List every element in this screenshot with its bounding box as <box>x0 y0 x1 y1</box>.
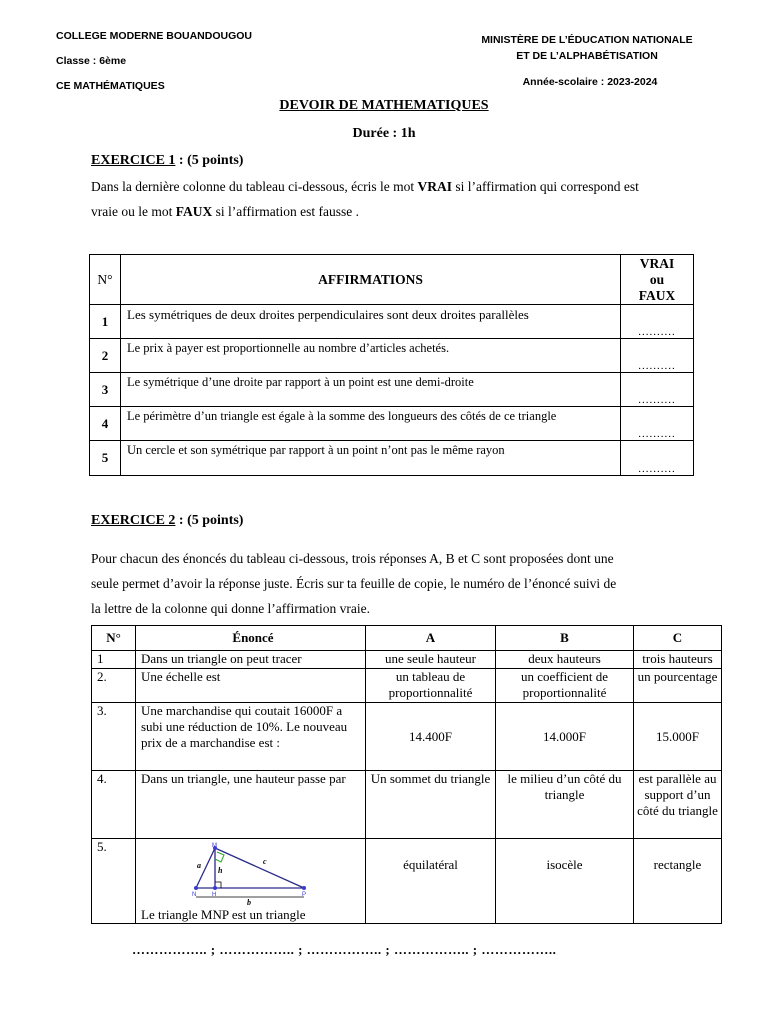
affirmations-table <box>89 254 694 476</box>
table2-header-row <box>92 626 722 651</box>
instr-part-c: si l’affirmation est fausse . <box>212 204 359 219</box>
table-row <box>90 305 694 339</box>
exercise2-label: EXERCICE 2 <box>91 513 176 528</box>
choice-b: isocèle <box>496 839 634 924</box>
row-num: 5 <box>90 441 121 476</box>
answer-line[interactable]: …………….. ; …………….. ; …………….. ; …………….. ; …………….. <box>132 942 557 957</box>
affirmation-text: Les symétriques de deux droites perpendiculaires sont deux droites parallèles <box>121 305 621 339</box>
choice-a: un tableau de proportionnalité <box>366 669 496 703</box>
instr-part-b: si l’affirmation qui correspond est vraie ou le mot <box>91 179 639 219</box>
instr-part-a: Dans la dernière colonne du tableau ci-dessous, écris le mot <box>91 179 418 194</box>
mcq-table <box>91 625 722 924</box>
table1-header-row <box>90 255 694 305</box>
enonce-text: Dans un triangle on peut tracer <box>136 651 366 669</box>
exercise1-points: : (5 points) <box>175 153 244 168</box>
header-num: N° <box>92 626 136 651</box>
row-num: 2 <box>90 339 121 373</box>
header-affirmations: AFFIRMATIONS <box>121 255 621 305</box>
enonce-text: Dans un triangle, une hauteur passe par <box>136 771 366 839</box>
enonce-text: Le triangle MNP est un triangle <box>141 907 306 922</box>
choice-c: est parallèle au support d’un côté du triangle <box>634 771 722 839</box>
label-c: c <box>263 857 267 866</box>
header-c: C <box>634 626 722 651</box>
class-label: Classe : 6ème <box>56 55 127 67</box>
header-faux: FAUX <box>638 287 676 303</box>
enonce-text: Une marchandise qui coutait 16000F a subi une réduction de 10%. Le nouveau prix de a marchandise est : <box>136 703 366 771</box>
header-num: N° <box>90 255 121 305</box>
enonce-figure-cell <box>136 839 366 924</box>
ministry-line-2: ET DE L’ALPHABÉTISATION <box>516 50 658 62</box>
subject-label: CE MATHÉMATIQUES <box>56 80 165 92</box>
answer-blank[interactable]: .......... <box>621 373 694 407</box>
side-mp <box>215 848 304 888</box>
choice-a: une seule hauteur <box>366 651 496 669</box>
choice-b: 14.000F <box>496 703 634 771</box>
choice-c: rectangle <box>634 839 722 924</box>
exercise2-title <box>91 513 243 529</box>
instr-line-1: Pour chacun des énoncés du tableau ci-dessous, trois réponses A, B et C sont proposées dont une <box>91 551 614 566</box>
affirmation-text: Le prix à payer est proportionnelle au nombre d’articles achetés. <box>121 339 621 373</box>
affirmation-text: Le périmètre d’un triangle est égale à la somme des longueurs des côtés de ce triangle <box>121 407 621 441</box>
vertex-h <box>213 886 217 890</box>
exercise1-label: EXERCICE 1 <box>91 153 176 168</box>
header-enonce: Énoncé <box>136 626 366 651</box>
row-num: 4. <box>92 771 136 839</box>
answer-blank[interactable]: .......... <box>621 339 694 373</box>
vertex-p <box>302 886 306 890</box>
answer-blank[interactable]: .......... <box>621 441 694 476</box>
table-row <box>92 651 722 669</box>
choice-b: un coefficient de proportionnalité <box>496 669 634 703</box>
choice-a: Un sommet du triangle <box>366 771 496 839</box>
row-num: 4 <box>90 407 121 441</box>
affirmation-text: Un cercle et son symétrique par rapport à un point n’ont pas le même rayon <box>121 441 621 476</box>
label-b: b <box>247 898 251 906</box>
row-num: 3 <box>90 373 121 407</box>
school-name: COLLEGE MODERNE BOUANDOUGOU <box>56 30 253 42</box>
school-year: Année-scolaire : 2023-2024 <box>522 76 658 88</box>
row-num: 1 <box>92 651 136 669</box>
choice-b: deux hauteurs <box>496 651 634 669</box>
choice-c: 15.000F <box>634 703 722 771</box>
choice-a: 14.400F <box>366 703 496 771</box>
row-num: 1 <box>90 305 121 339</box>
header-vrai-faux <box>621 255 694 305</box>
label-a: a <box>197 861 201 870</box>
label-h: H <box>212 892 217 898</box>
instr-line-2: seule permet d’avoir la réponse juste. Écris sur ta feuille de copie, le numéro de l’énoncé suivi de <box>91 576 617 591</box>
page-title: DEVOIR DE MATHEMATIQUES <box>279 98 489 113</box>
exercise1-title <box>91 153 243 169</box>
label-p: P <box>302 892 307 898</box>
table-row <box>92 771 722 839</box>
answer-blank[interactable]: .......... <box>621 407 694 441</box>
instr-line-3: la lettre de la colonne qui donne l’affirmation vraie. <box>91 601 371 616</box>
row-num: 5. <box>92 839 136 924</box>
choice-c: un pourcentage <box>634 669 722 703</box>
choice-a: équilatéral <box>366 839 496 924</box>
triangle-mnp-figure <box>171 842 311 906</box>
label-n: N <box>192 892 197 898</box>
table-row <box>92 703 722 771</box>
row-num: 2. <box>92 669 136 703</box>
header-a: A <box>366 626 496 651</box>
header-ou: ou <box>649 271 665 287</box>
header-vrai: VRAI <box>639 255 675 271</box>
affirmation-text: Le symétrique d’une droite par rapport à un point est une demi-droite <box>121 373 621 407</box>
table-row <box>90 441 694 476</box>
header-b: B <box>496 626 634 651</box>
exercise2-points: : (5 points) <box>175 513 244 528</box>
choice-b: le milieu d’un côté du triangle <box>496 771 634 839</box>
vertex-n <box>194 886 198 890</box>
row-num: 3. <box>92 703 136 771</box>
instr-faux: FAUX <box>175 204 213 219</box>
label-m: M <box>212 843 217 849</box>
enonce-text: Une échelle est <box>136 669 366 703</box>
choice-c: trois hauteurs <box>634 651 722 669</box>
table-row <box>90 407 694 441</box>
label-hh: h <box>218 866 223 875</box>
right-angle-mark-m <box>215 852 224 862</box>
exercise2-instructions <box>91 546 731 621</box>
table-row <box>90 339 694 373</box>
exercise1-instructions <box>91 174 651 224</box>
table-row <box>90 373 694 407</box>
instr-vrai: VRAI <box>417 179 453 194</box>
ministry-line-1: MINISTÈRE DE L’ÉDUCATION NATIONALE <box>481 34 693 46</box>
duration: Durée : 1h <box>352 126 416 141</box>
table-row <box>92 669 722 703</box>
table-row <box>92 839 722 924</box>
answer-blank[interactable]: .......... <box>621 305 694 339</box>
